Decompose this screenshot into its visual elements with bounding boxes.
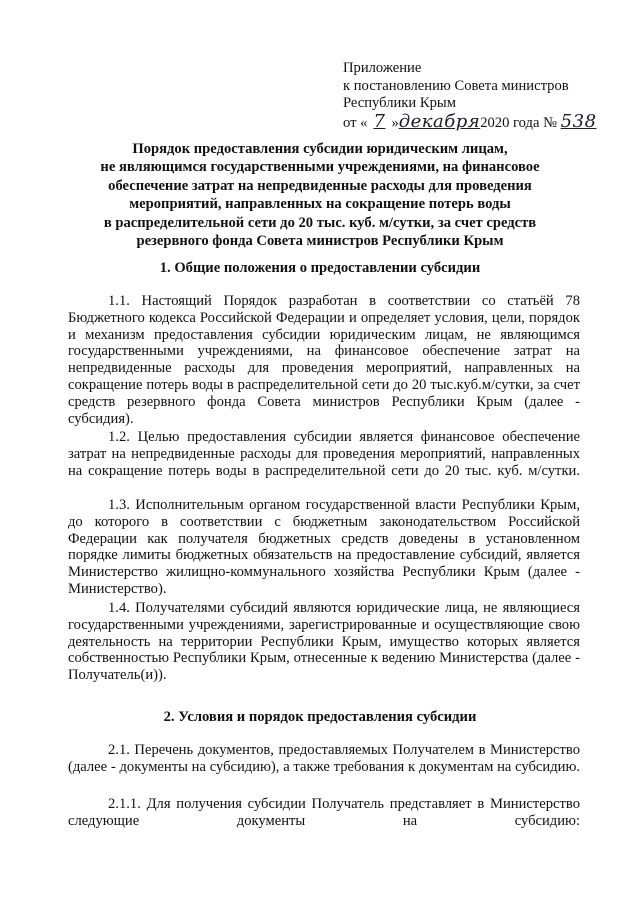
section-1-body-4 (68, 600, 580, 701)
title-line: не являющимся государственными учреждениями, на финансовое (100, 159, 540, 176)
appendix-line: Республики Крым (343, 95, 456, 111)
handwritten-month: декабря (398, 110, 481, 132)
title-line: Порядок предоставления субсидии юридическим лицам, (132, 141, 508, 157)
handwritten-number: 538 (560, 110, 597, 132)
section-1-body-3 (68, 497, 580, 615)
title-line: резервного фонда Совета министров Республики Крым (136, 233, 504, 250)
section-1-body (68, 293, 580, 444)
handwritten-day: 7 (373, 110, 386, 132)
document-title (60, 140, 580, 250)
title-line: в распределительной сети до 20 тыс. куб. м/сутки, за счет средств (103, 214, 537, 231)
section-2-body (68, 742, 580, 792)
section-1-body-2 (68, 429, 580, 496)
appendix-line: Приложение (343, 60, 422, 76)
paragraph-1-1: 1.1. Настоящий Порядок разработан в соответствии со статьёй 78 Бюджетного кодекса Российской Федерации и определяет условия, цели, порядок и механизм предоставления субсидии юридическим лицам, не являющимся государственными учреждениями, на финансовое обеспечение затрат на непредвиденные расходы для проведения мероприятий, направленных на сокращение потерь воды в распределительной сети до 20 тыс.куб.м/сутки, за счет средств резервного фонда Совета министров Республики Крым (далее - субсидия). (68, 293, 580, 427)
paragraph-2-1: 2.1. Перечень документов, предоставляемых Получателем в Министерство (далее - документы на субсидию), а также требования к документам на субсидию. (68, 742, 580, 775)
appendix-line: к постановлению Совета министров (343, 77, 569, 94)
section-1-heading: 1. Общие положения о предоставлении субсидии (159, 260, 481, 276)
date-year: 2020 года № (480, 114, 558, 131)
appendix-date-line (343, 110, 597, 133)
paragraph-1-4: 1.4. Получателями субсидий являются юридические лица, не являющиеся государственными учреждениями, зарегистрированные и осуществляющие свою деятельность на территории Республики Крым, имущество которых является собственностью Республики Крым, отнесенные к ведению Министерства (далее - Получатель(и)). (68, 600, 580, 684)
paragraph-1-2: 1.2. Целью предоставления субсидии является финансовое обеспечение затрат на непредвиденные расходы для проведения мероприятий, направленных на сокращение потерь воды в распределительной сети до 20 тыс. куб. м/сутки. (68, 429, 580, 479)
date-mid: » (391, 114, 399, 131)
title-line: мероприятий, направленных на сокращение потерь воды (129, 196, 511, 213)
paragraph-1-3: 1.3. Исполнительным органом государственной власти Республики Крым, до которого в соответствии с бюджетным законодательством Российской Федерации как получателя бюджетных средств доведены в установленном порядке лимиты бюджетных обязательств на предоставление субсидий, является Министерство жилищно-коммунального хозяйства Республики Крым (далее - Министерство). (68, 497, 580, 597)
appendix-block (343, 60, 597, 132)
section-2-heading: 2. Условия и порядок предоставления субсидии (163, 709, 477, 725)
paragraph-2-1-1: 2.1.1. Для получения субсидии Получатель представляет в Министерство следующие документы на субсидию: (68, 796, 580, 829)
date-prefix: от « (343, 114, 368, 131)
section-2-body-2 (68, 796, 580, 846)
title-line: обеспечение затрат на непредвиденные расходы для проведения (108, 177, 532, 194)
